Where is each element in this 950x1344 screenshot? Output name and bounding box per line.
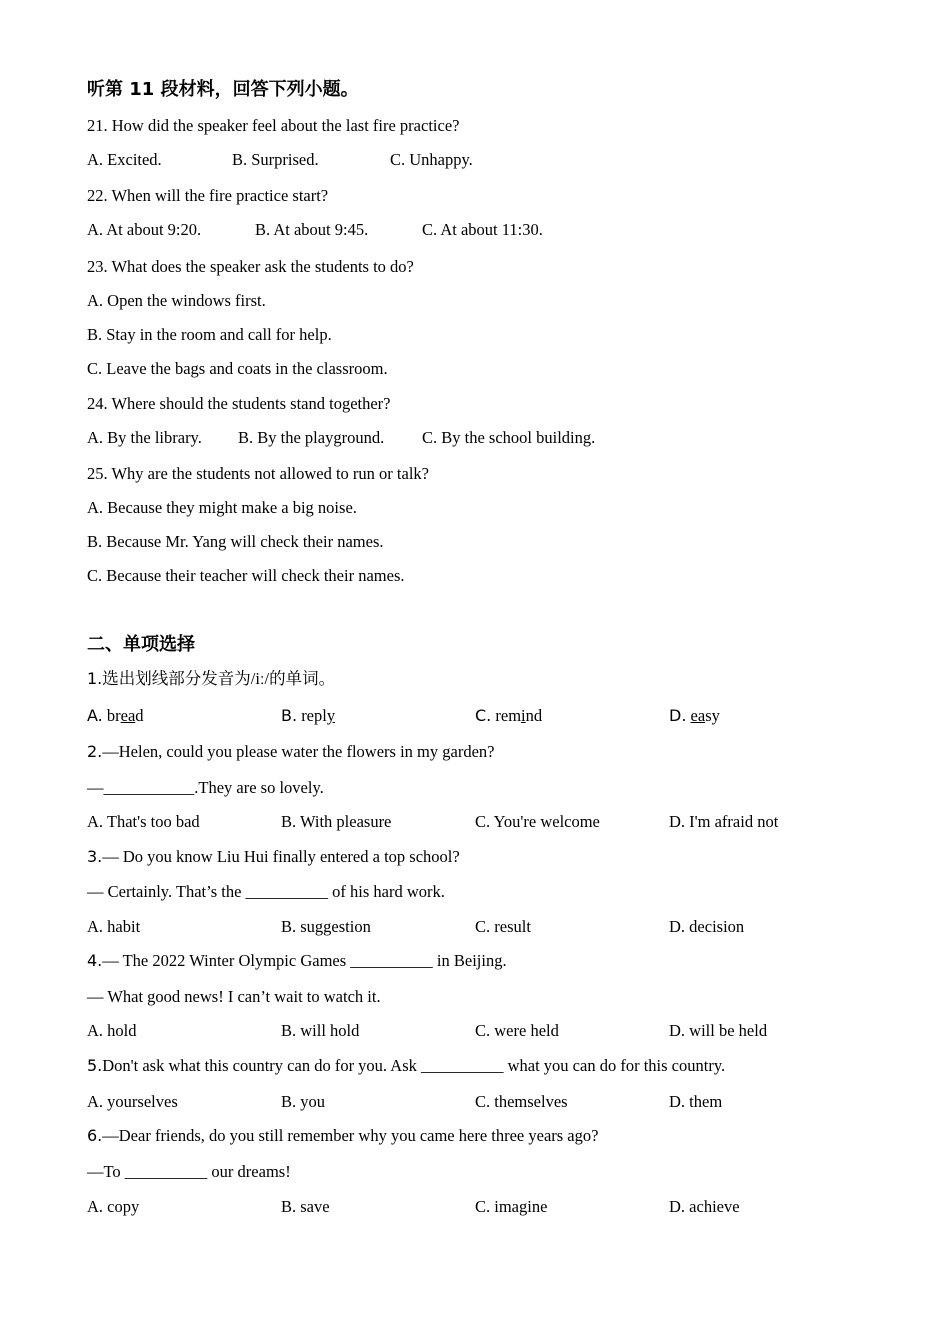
q23-stem: 23. What does the speaker ask the students to do? xyxy=(87,257,414,276)
q21-option-b: B. Surprised. xyxy=(232,150,319,169)
mc-q1-option-d-letter: D. xyxy=(669,706,687,725)
mc-q1-option-b-underlined: y xyxy=(326,706,336,725)
mc-q3-option-d: D. decision xyxy=(669,917,745,936)
mc-q1-option-a-post: d xyxy=(135,706,144,725)
mc-q6-option-d: D. achieve xyxy=(669,1197,740,1216)
mc-q2-number: 2. xyxy=(87,742,103,761)
mc-q2-option-d: D. I'm afraid not xyxy=(669,812,779,831)
mc-q1-number: 1. xyxy=(87,669,103,688)
mc-q2-reply: —___________.They are so lovely. xyxy=(87,778,324,797)
mc-q1-option-b-pre: repl xyxy=(297,706,327,725)
section2-heading: 二、单项选择 xyxy=(87,634,195,655)
mc-q6-option-a: A. copy xyxy=(87,1197,140,1216)
mc-q2-stem: —Helen, could you please water the flowers in my garden? xyxy=(102,742,495,761)
mc-q4-option-b: B. will hold xyxy=(281,1021,360,1040)
mc-q1-option-c-pre: rem xyxy=(491,706,522,725)
mc-q6-option-c: C. imagine xyxy=(475,1197,548,1216)
mc-q1-stem: 选出划线部分发音为/iː/的单词。 xyxy=(102,669,336,688)
mc-q1-option-a-letter: A. xyxy=(87,706,103,725)
mc-q5 xyxy=(87,1056,725,1076)
mc-q6-stem: —Dear friends, do you still remember why you came here three years ago? xyxy=(102,1126,599,1145)
q23-option-a: A. Open the windows first. xyxy=(87,291,266,310)
q25-option-b: B. Because Mr. Yang will check their names. xyxy=(87,532,384,551)
q24-option-a: A. By the library. xyxy=(87,428,202,447)
mc-q1-option-c-underlined: i xyxy=(521,706,526,725)
q25-option-c: C. Because their teacher will check their names. xyxy=(87,566,405,585)
mc-q3-option-a: A. habit xyxy=(87,917,141,936)
q22-option-a: A. At about 9:20. xyxy=(87,220,202,239)
q23-option-c: C. Leave the bags and coats in the classroom. xyxy=(87,359,388,378)
mc-q1-option-d-underlined: ea xyxy=(690,706,706,725)
mc-q2-option-c: C. You're welcome xyxy=(475,812,600,831)
q24-option-c: C. By the school building. xyxy=(422,428,596,447)
mc-q1-option-a-underlined: ea xyxy=(120,706,136,725)
mc-q1 xyxy=(87,669,335,689)
q22-option-b: B. At about 9:45. xyxy=(255,220,369,239)
q25-option-a: A. Because they might make a big noise. xyxy=(87,498,357,517)
mc-q2-option-b: B. With pleasure xyxy=(281,812,392,831)
mc-q3-stem: — Do you know Liu Hui finally entered a top school? xyxy=(102,847,460,866)
mc-q4-option-d: D. will be held xyxy=(669,1021,768,1040)
mc-q5-number: 5. xyxy=(87,1056,103,1075)
mc-q1-option-d-post: sy xyxy=(705,706,720,725)
q21-stem: 21. How did the speaker feel about the last fire practice? xyxy=(87,116,460,135)
mc-q1-option-c xyxy=(475,706,542,726)
mc-q6-reply: —To __________ our dreams! xyxy=(87,1162,291,1181)
mc-q5-option-b: B. you xyxy=(281,1092,326,1111)
mc-q4-option-a: A. hold xyxy=(87,1021,137,1040)
mc-q1-option-b xyxy=(281,706,335,726)
mc-q1-option-c-post: nd xyxy=(525,706,543,725)
section1-heading: 听第 11 段材料，回答下列小题。 xyxy=(87,79,359,100)
q24-option-b: B. By the playground. xyxy=(238,428,385,447)
q21-option-c: C. Unhappy. xyxy=(390,150,473,169)
mc-q3-number: 3. xyxy=(87,847,103,866)
mc-q5-option-a: A. yourselves xyxy=(87,1092,178,1111)
mc-q4-number: 4. xyxy=(87,951,103,970)
mc-q1-option-c-letter: C. xyxy=(475,706,492,725)
q21-option-a: A. Excited. xyxy=(87,150,162,169)
mc-q3-option-c: C. result xyxy=(475,917,531,936)
mc-q6-number: 6. xyxy=(87,1126,103,1145)
q25-stem: 25. Why are the students not allowed to run or talk? xyxy=(87,464,429,483)
q22-option-c: C. At about 11:30. xyxy=(422,220,543,239)
mc-q6-option-b: B. save xyxy=(281,1197,330,1216)
mc-q3-option-b: B. suggestion xyxy=(281,917,371,936)
q22-stem: 22. When will the fire practice start? xyxy=(87,186,329,205)
mc-q1-option-a-pre: br xyxy=(102,706,121,725)
mc-q4-option-c: C. were held xyxy=(475,1021,559,1040)
q23-option-b: B. Stay in the room and call for help. xyxy=(87,325,332,344)
mc-q4-stem: — The 2022 Winter Olympic Games __________ in Beijing. xyxy=(102,951,507,970)
mc-q5-option-d: D. them xyxy=(669,1092,723,1111)
mc-q5-stem: Don't ask what this country can do for you. Ask __________ what you can do for this country. xyxy=(102,1056,726,1075)
mc-q1-option-a xyxy=(87,706,144,726)
mc-q2 xyxy=(87,742,494,762)
mc-q1-option-b-letter: B. xyxy=(281,706,298,725)
mc-q5-option-c: C. themselves xyxy=(475,1092,568,1111)
mc-q2-option-a: A. That's too bad xyxy=(87,812,200,831)
mc-q3 xyxy=(87,847,460,867)
mc-q4-reply: — What good news! I can’t wait to watch it. xyxy=(87,987,381,1006)
mc-q1-option-d xyxy=(669,706,720,726)
q24-stem: 24. Where should the students stand together? xyxy=(87,394,391,413)
mc-q4 xyxy=(87,951,507,971)
mc-q6 xyxy=(87,1126,598,1146)
mc-q3-reply: — Certainly. That’s the __________ of his hard work. xyxy=(87,882,445,901)
